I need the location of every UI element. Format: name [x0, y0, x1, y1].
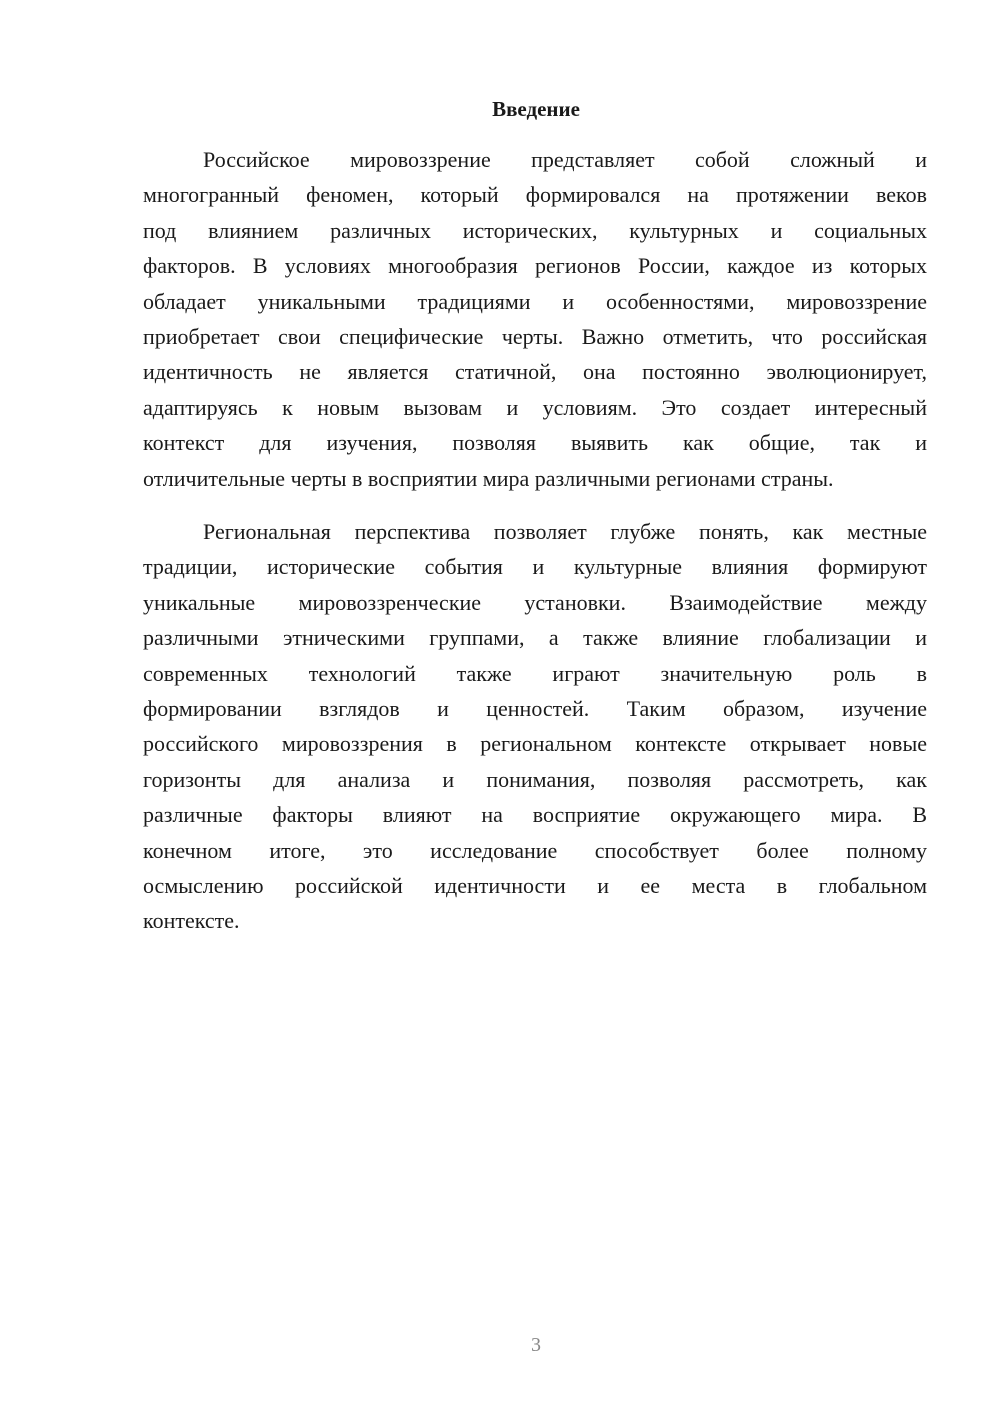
paragraph-2: [143, 514, 927, 939]
text-line: контексте.: [143, 908, 240, 934]
text-line: формировании взглядов и ценностей. Таким образом, изучение: [143, 695, 927, 721]
text-line: факторов. В условиях многообразия регионов России, каждое из которых: [143, 253, 927, 279]
text-line: идентичность не является статичной, она постоянно эволюционирует,: [143, 359, 927, 385]
text-line: конечном итоге, это исследование способствует более полному: [143, 837, 927, 863]
paragraph-1: [143, 142, 927, 496]
text-line: многогранный феномен, который формировался на протяжении веков: [143, 182, 927, 208]
text-line: приобретает свои специфические черты. Важно отметить, что российская: [143, 323, 927, 349]
text-line: горизонты для анализа и понимания, позволяя рассмотреть, как: [143, 766, 927, 792]
text-line: адаптируясь к новым вызовам и условиям. Это создает интересный: [143, 394, 927, 420]
text-line: Российское мировоззрение представляет собой сложный и: [203, 147, 927, 172]
text-line: различные факторы влияют на восприятие окружающего мира. В: [143, 802, 927, 828]
text-line: осмыслению российской идентичности и ее места в глобальном: [143, 872, 927, 898]
text-line: российского мировоззрения в региональном контексте открывает новые: [143, 731, 927, 757]
text-line: отличительные черты в восприятии мира различными регионами страны.: [143, 465, 834, 491]
text-line: контекст для изучения, позволяя выявить как общие, так и: [143, 430, 927, 456]
text-line: Региональная перспектива позволяет глубже понять, как местные: [203, 519, 927, 544]
text-line: уникальные мировоззренческие установки. Взаимодействие между: [143, 589, 927, 615]
text-line: обладает уникальными традициями и особенностями, мировоззрение: [143, 288, 927, 314]
text-line: под влиянием различных исторических, культурных и социальных: [143, 217, 927, 243]
text-line: современных технологий также играют значительную роль в: [143, 660, 927, 686]
page-number: 3: [531, 1334, 541, 1356]
text-line: традиции, исторические события и культурные влияния формируют: [143, 554, 927, 580]
text-line: различными этническими группами, а также влияние глобализации и: [143, 625, 927, 651]
section-title: Введение: [492, 97, 580, 121]
